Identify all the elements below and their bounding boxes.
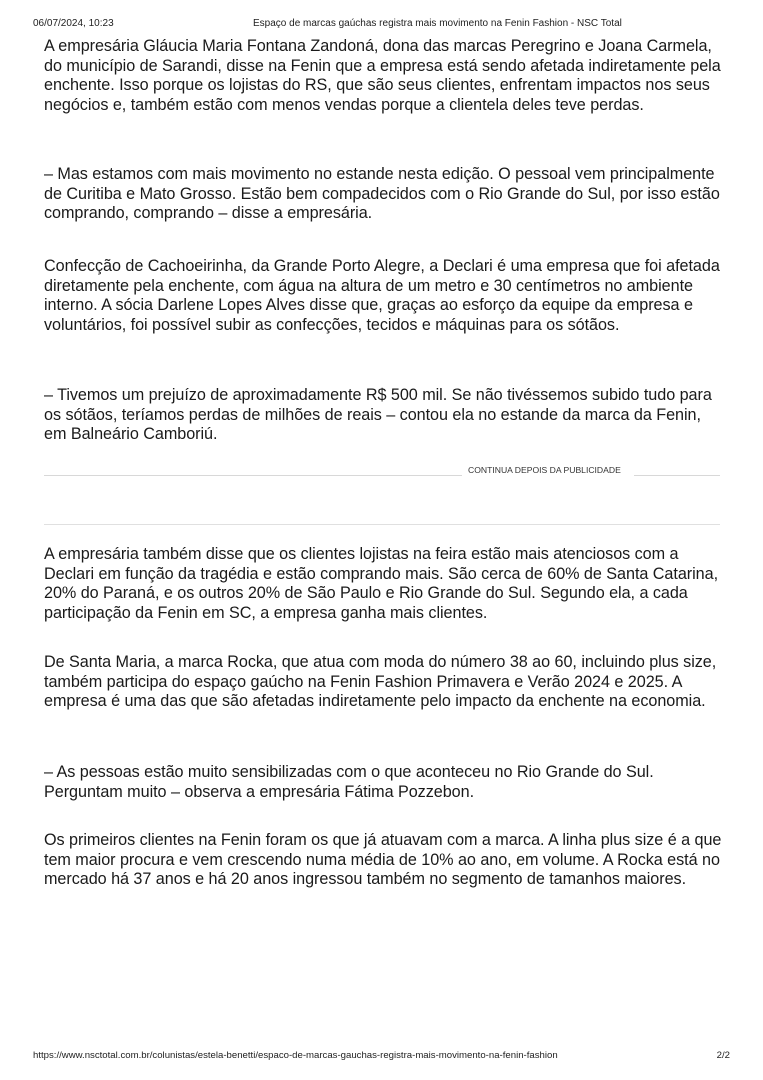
print-footer <box>33 1050 730 1064</box>
article-paragraph: A empresária Gláucia Maria Fontana Zandoná, dona das marcas Peregrino e Joana Carmela, do município de Sarandi, disse na Fenin que a empresa está sendo afetada indiretamente pela enchente. Isso porque os lojistas do RS, que são seus clientes, enfrentam impactos nos seus negócios e, também estão com menos vendas porque a clientela deles teve perdas. <box>44 37 721 114</box>
article-paragraph: De Santa Maria, a marca Rocka, que atua com moda do número 38 ao 60, incluindo plus size, também participa do espaço gaúcho na Fenin Fashion Primavera e Verão 2024 e 2025. A empresa é uma das que são afetadas indiretamente pelo impacto da enchente na economia. <box>44 653 717 711</box>
advertisement-placeholder <box>44 462 720 526</box>
article-paragraph: – Tivemos um prejuízo de aproximadamente R$ 500 mil. Se não tivéssemos subido tudo para os sótãos, teríamos perdas de milhões de reais – contou ela no estande da marca da Fenin, em Balneário Camboriú. <box>44 386 712 444</box>
article-paragraph: Os primeiros clientes na Fenin foram os que já atuavam com a marca. A linha plus size é a que tem maior procura e vem crescendo numa média de 10% ao ano, em volume. A Rocka está no mercado há 37 anos e há 20 anos ingressou também no segmento de tamanhos maiores. <box>44 831 722 889</box>
print-url[interactable]: https://www.nsctotal.com.br/colunistas/estela-benetti/espaco-de-marcas-gauchas-registra-mais-movimento-na-fenin-fashion <box>33 1050 558 1061</box>
ad-divider-left <box>44 475 462 476</box>
ad-divider-right <box>634 475 720 476</box>
article-paragraph: Confecção de Cachoeirinha, da Grande Porto Alegre, a Declari é uma empresa que foi afetada diretamente pela enchente, com água na altura de um metro e 30 centímetros no ambiente interno. A sócia Darlene Lopes Alves disse que, graças ao esforço da equipe da empresa e voluntários, foi possível subir as confecções, tecidos e máquinas para os sótãos. <box>44 257 720 334</box>
article-paragraph: A empresária também disse que os clientes lojistas na feira estão mais atenciosos com a Declari em função da tragédia e estão comprando mais. São cerca de 60% de Santa Catarina, 20% do Paraná, e os outros 20% de São Paulo e Rio Grande do Sul. Segundo ela, a cada participação da Fenin em SC, a empresa ganha mais clientes. <box>44 545 719 622</box>
print-header <box>33 18 730 32</box>
print-datetime: 06/07/2024, 10:23 <box>33 18 114 29</box>
print-page-title: Espaço de marcas gaúchas registra mais movimento na Fenin Fashion - NSC Total <box>253 18 622 29</box>
ad-label: CONTINUA DEPOIS DA PUBLICIDADE <box>468 465 621 475</box>
article-paragraph: – As pessoas estão muito sensibilizadas com o que aconteceu no Rio Grande do Sul. Perguntam muito – observa a empresária Fátima Pozzebon. <box>44 763 654 801</box>
article-paragraph: – Mas estamos com mais movimento no estande nesta edição. O pessoal vem principalmente de Curitiba e Mato Grosso. Estão bem compadecidos com o Rio Grande do Sul, por isso estão comprando, comprando – disse a empresária. <box>44 165 720 223</box>
page-number: 2/2 <box>716 1050 730 1061</box>
ad-divider-bottom <box>44 524 720 525</box>
